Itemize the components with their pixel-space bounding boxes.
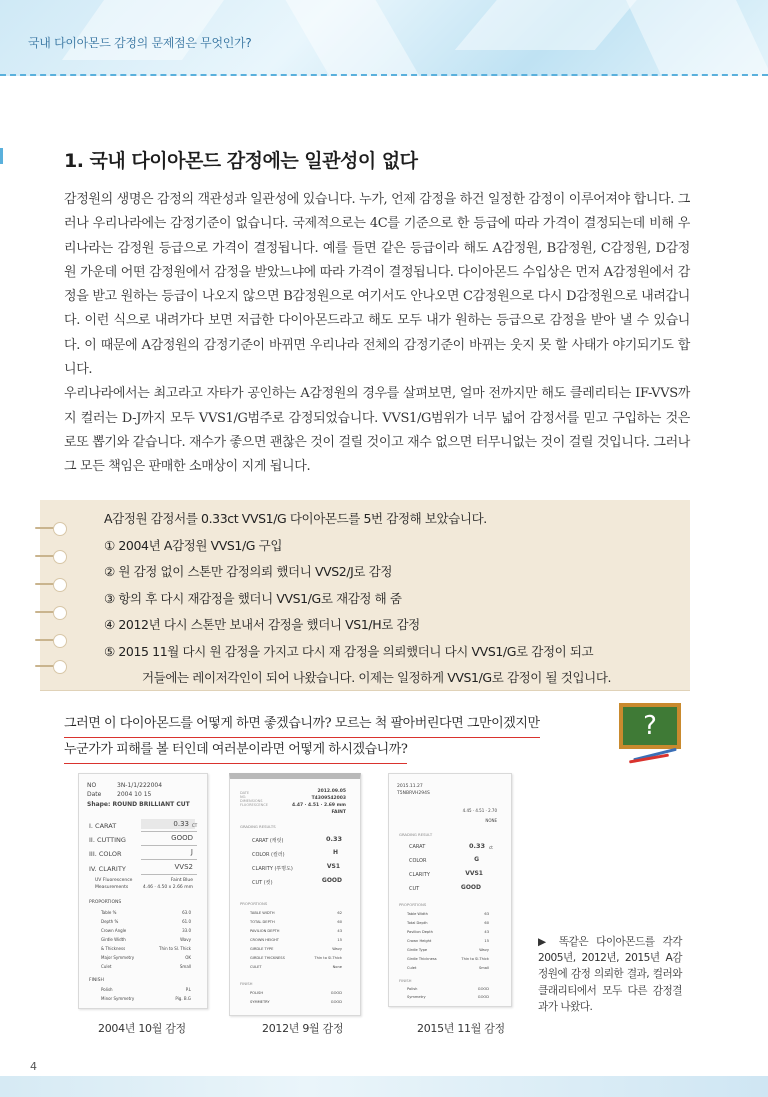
cert-date-label: Date [87,791,102,798]
cert-no: T4309542003 [311,796,346,801]
prop-label: PAVILION DEPTH [250,929,280,933]
cert-fluorescence: NONE [485,818,497,823]
grade-value: 0.33 [325,835,342,843]
question-block [64,712,624,764]
grade-label: CARAT [409,844,426,850]
certificate-caption: 2012년 9월 감정 [262,1022,344,1035]
certificate-2012: DATE NO. DIMENSIONS FLUORESCENCE 2012.09.05 T4309542003 4.47 · 4.51 · 2.69 mm FAINT GRADING RESULTS CARAT (캐럿) 0.33 COLOR (컬러) H CLARITY (투명도) VS1 CUT (컷) GOOD PROPORTIONS TABLE WIDTH 62 TOTAL DEPTH 60 PAVILION DEPTH 43 CROWN HEIGHT 15 GIRDLE TYPE Wavy GIRDLE THICKNESS Thin to Sl.Thick CULET None FINISH POLISH GOOD SYMMETRY GOOD [229,773,361,1016]
section-heading: 1. 국내 다이아몬드 감정에는 일관성이 없다 [64,150,418,172]
prop-label: GIRDLE THICKNESS [250,956,285,960]
finish-item-label: Polish [407,987,418,991]
paragraph: 우리나라에서는 최고라고 자타가 공인하는 A감정원의 경우를 살펴보면, 얼마 전까지만 해도 클레리티는 IF-VVS까지 컬러는 D-J까지 모두 VVS1/G범주로 감정되었습니다. VVS1/G범위가 너무 넓어 감정서를 믿고 구입하는 것은 로또 뽑기와 같습니다. 재수가 좋으면 괜찮은 것이 걸릴 것이고 재수 없으면 터무니없는 것이 걸릴 것입니다. 그러나 그 모든 책임은 판매한 소매상이 지게 됩니다. [64,386,690,475]
extra-value: 4.46 · 4.50 x 2.66 mm [142,885,193,890]
header-title: 국내 다이아몬드 감정의 문제점은 무엇인가? [28,36,252,50]
extra-value: Faint Blue [170,878,193,883]
certificate-caption: 2004년 10월 감정 [98,1022,186,1035]
prop-label: Girdle Type [407,948,428,952]
grade-label: CUT (컷) [252,880,273,886]
prop-value: None [332,965,342,969]
prop-label: Girdle Thickness [407,957,437,961]
grade-value: J [190,848,193,856]
grade-label: IV. CLARITY [89,865,126,873]
question-board-icon: ? [619,703,681,749]
cert-date: 2012.09.05 [317,789,346,794]
finish-item-label: Symmetry [407,995,426,999]
grade-unit: CT [192,823,198,828]
note-item: ⑤ 2015 11월 다시 원 감정을 가지고 다시 재 감정을 의뢰했더니 다시 VVS1/G로 감정이 되고 [104,643,594,659]
prop-label: CROWN HEIGHT [250,938,279,942]
proportions-label: PROPORTIONS [240,901,268,906]
note-item: ③ 항의 후 다시 재감정을 했더니 VVS1/G로 재감정 해 줌 [104,590,402,606]
binder-ring [39,606,67,620]
grade-value: 0.33 [173,820,189,828]
question-line-1: 그러면 이 다이아몬드를 어떻게 하면 좋겠습니까? 모르는 척 팔아버린다면 그만이겠지만 [64,712,540,738]
note-item: ④ 2012년 다시 스톤만 보내서 감정을 했더니 VS1/H로 감정 [104,617,420,632]
prop-value: 43 [337,929,342,933]
cert-no-label: NO [87,782,97,789]
prop-value: Small [179,964,191,969]
prop-value: 15 [484,939,489,943]
prop-label: CULET [250,965,262,969]
prop-label: Depth % [101,919,119,924]
prop-value: 15 [337,938,342,942]
prop-label: TOTAL DEPTH [250,920,275,924]
grade-value: VVS1 [465,870,483,877]
prop-value: OK [185,955,191,960]
prop-value: 63 [484,912,489,916]
grade-label: II. CUTTING [89,836,126,844]
finish-label: FINISH [240,981,253,986]
prop-label: & Thickness [101,946,126,951]
cert-shape: Shape: ROUND BRILLIANT CUT [87,801,190,808]
finish-label: FINISH [399,978,412,983]
certificate-2004 [78,773,208,1009]
finish-item-label: POLISH [250,991,264,995]
finish-item-label: Minor Symmetry [101,996,135,1001]
certificate-2015 [388,773,512,1007]
finish-item-value: GOOD [477,987,489,991]
grade-label: CUT [409,886,420,892]
cert-date-value: 2004 10 15 [117,791,152,798]
grades-label: GRADING RESULT [399,832,433,837]
page-number: 4 [30,1060,37,1073]
prop-label: Table Width [407,912,428,916]
proportions-label: PROPORTIONS [399,902,427,907]
grade-value: 0.33 [468,842,485,850]
binder-ring [39,634,67,648]
finish-label: FINISH [89,978,104,983]
cert-no-value: 3N-1/1/222004 [117,782,163,789]
cert-fluorescence: FAINT [331,810,346,815]
prop-label: TABLE WIDTH [250,911,275,915]
section-marker [0,148,3,164]
prop-value: 33.0 [182,928,191,933]
prop-label: Total Depth [407,921,428,925]
extra-label: Measurements [95,885,129,890]
prop-value: Thin to Sl.Thick [314,956,342,960]
note-item: ① 2004년 A감정원 VVS1/G 구입 [104,537,282,553]
question-line-2: 누군가가 피해를 볼 터인데 여러분이라면 어떻게 하시겠습니까? [64,738,407,764]
cert-dimensions: 4.47 · 4.51 · 2.69 mm [292,803,346,808]
page-header [0,0,768,76]
grade-label: I. CARAT [89,822,117,830]
grade-label: III. COLOR [89,850,122,858]
grade-label: CLARITY [409,872,430,878]
prop-value: 62 [337,911,342,915]
note-item-continuation: 거들에는 레이저각인이 되어 나왔습니다. 이제는 일정하게 VVS1/G로 감정이 될 것입니다. [142,670,612,685]
grade-value: G [474,856,479,863]
prop-label: Girdle Width [101,937,126,942]
prop-value: Wavy [479,948,489,952]
note-item: ② 원 감정 없이 스톤만 감정의뢰 했더니 VVS2/J로 감정 [104,564,393,579]
prop-value: Wavy [180,937,191,942]
grade-value: VVS2 [174,863,193,871]
finish-item-value: Pig. B.G [175,996,191,1001]
grade-value: GOOD [171,834,193,842]
paragraph: 감정원의 생명은 감정의 객관성과 일관성에 있습니다. 누가, 언제 감정을 하건 일정한 감정이 이루어져야 합니다. 그러나 우리나라에는 감정기준이 없습니다. 국제적으로는 4C를 기준으로 한 등급에 따라 가격이 결정되는데 비해 우리나라는 감정원 등급으로 가격이 결정됩니다. 예를 들면 같은 등급이라 해도 A감정원, B감정원, C감정원, D감정원 가운데 어떤 감정원에서 감정을 받았느냐에 따라 가격이 결정됩니다. 다이아몬드 수입상은 먼저 A감정원에서 감정을 받고 원하는 등급이 나오지 않으면 B감정원으로 여기서도 안나오면 C감정원으로 다시 D감정원으로 내려갑니다. 이런 식으로 내려가다 보면 저급한 다이아몬드라고 해도 모두 내가 원하는 등급으로 감정을 받아 낼 수 있습니다. 이 때문에 A감정원의 감정기준이 바뀌면 우리나라 전체의 감정기준이 바뀌는 웃지 못 할 사태가 야기되기도 합니다. [64,192,690,378]
finish-item-label: Polish [101,987,113,992]
grade-unit: ct [489,845,493,850]
prop-label: Table % [101,910,117,915]
prop-value: 63.0 [182,910,191,915]
grade-value: VS1 [326,863,340,870]
prop-label: Pavilion Depth [407,930,433,934]
grade-label: CARAT (캐럿) [252,838,284,844]
grade-label: COLOR (컬러) [252,852,285,858]
grade-label: COLOR [409,858,427,864]
grade-value: H [332,849,338,856]
header-divider [0,74,768,76]
prop-label: Major Symmetry [101,955,135,960]
prop-value: 60 [484,921,489,925]
prop-label: Crown Height [407,939,432,943]
finish-item-value: GOOD [330,991,342,995]
note-list [104,506,684,692]
prop-label: Culet [101,964,112,969]
cert-date: 2015.11.27 [397,784,423,789]
extra-label: UV Fluorescence [95,878,133,883]
cert-dimensions: 4.45 · 4.51 · 2.70 [462,808,497,813]
grade-value: GOOD [321,877,342,884]
side-note: ▶ 똑같은 다이아몬드를 각각 2005년, 2012년, 2015년 A감정원에 감정 의뢰한 결과, 컬러와 클래리티에서 모두 다른 감정결과가 나왔다. [538,936,682,1013]
binder-ring [39,660,67,674]
binder-ring [39,578,67,592]
body-text [64,188,690,480]
prop-value: Wavy [332,947,342,951]
proportions-label: PROPORTIONS [89,900,122,905]
prop-value: Thin to Sl.Thick [461,957,489,961]
binder-ring [39,522,67,536]
certificate-caption: 2015년 11월 감정 [417,1022,505,1035]
cert-no: T5NBRVH294S [397,791,430,796]
note-box [40,500,690,691]
finish-item-value: GOOD [477,995,489,999]
prop-value: 43 [484,930,489,934]
grade-label: CLARITY (투명도) [252,866,293,872]
prop-label: GIRDLE TYPE [250,947,274,951]
prop-value: 60 [337,920,342,924]
prop-label: Culet [407,966,417,970]
page-footer [0,1076,768,1097]
prop-value: 61.0 [182,919,191,924]
grades-label: GRADING RESULTS [240,824,276,829]
note-intro: A감정원 감정서를 0.33ct VVS1/G 다이아몬드를 5번 감정해 보았습니다. [104,511,487,526]
prop-value: Thin to Sl. Thick [159,946,191,951]
finish-item-value: P.L [185,987,191,992]
finish-item-label: SYMMETRY [250,1000,270,1004]
finish-item-value: GOOD [330,1000,342,1004]
prop-label: Crown Angle [101,928,127,933]
prop-value: Small [479,966,489,970]
binder-ring [39,550,67,564]
grade-value: GOOD [460,884,481,891]
